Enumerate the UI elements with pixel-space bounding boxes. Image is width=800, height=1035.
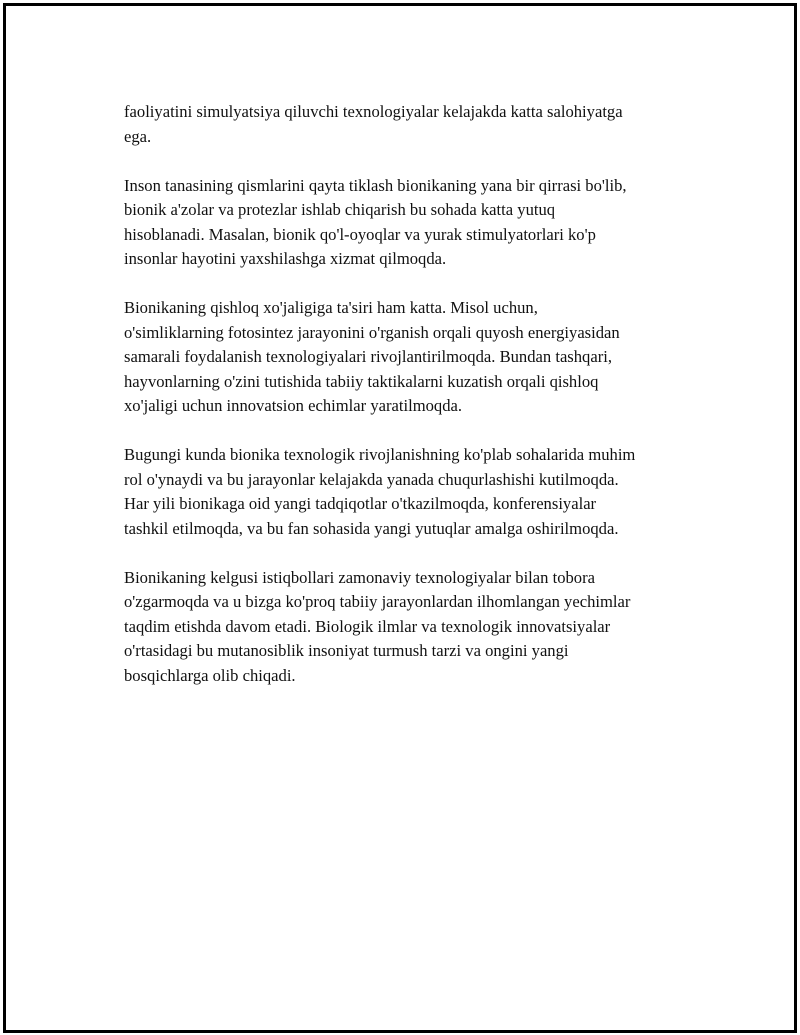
- text-line: Bionikaning kelgusi istiqbollari zamonaviy texnologiyalar bilan tobora: [124, 567, 595, 587]
- paragraph-3: [124, 296, 704, 419]
- text-line: tashkil etilmoqda, va bu fan sohasida yangi yutuqlar amalga oshirilmoqda.: [124, 518, 619, 538]
- text-line: Inson tanasining qismlarini qayta tiklash bionikaning yana bir qirrasi bo'lib,: [124, 175, 627, 195]
- text-line: ega.: [124, 126, 152, 146]
- document-body: [124, 100, 704, 688]
- paragraph-4: [124, 443, 704, 541]
- text-line: hayvonlarning o'zini tutishida tabiiy taktikalarni kuzatish orqali qishloq: [124, 371, 599, 391]
- text-line: hisoblanadi. Masalan, bionik qo'l-oyoqlar va yurak stimulyatorlari ko'p: [124, 224, 596, 244]
- text-line: o'rtasidagi bu mutanosiblik insoniyat turmush tarzi va ongini yangi: [124, 641, 569, 660]
- text-line: Har yili bionikaga oid yangi tadqiqotlar o'tkazilmoqda, konferensiyalar: [124, 494, 597, 513]
- paragraph-2: [124, 174, 704, 272]
- text-line: samarali foydalanish texnologiyalari rivojlantirilmoqda. Bundan tashqari,: [124, 347, 613, 366]
- text-line: insonlar hayotini yaxshilashga xizmat qilmoqda.: [124, 249, 447, 268]
- text-line: bionik a'zolar va protezlar ishlab chiqarish bu sohada katta yutuq: [124, 200, 556, 219]
- text-line: o'simliklarning fotosintez jarayonini o'rganish orqali quyosh energiyasidan: [124, 322, 620, 342]
- text-line: taqdim etishda davom etadi. Biologik ilmlar va texnologik innovatsiyalar: [124, 616, 611, 636]
- text-line: Bugungi kunda bionika texnologik rivojlanishning ko'plab sohalarida muhim: [124, 445, 636, 464]
- page-frame: [3, 3, 797, 1033]
- text-line: faoliyatini simulyatsiya qiluvchi texnologiyalar kelajakda katta salohiyatga: [124, 102, 623, 121]
- paragraph-1: [124, 100, 704, 149]
- text-line: bosqichlarga olib chiqadi.: [124, 665, 296, 685]
- text-line: Bionikaning qishloq xo'jaligiga ta'siri ham katta. Misol uchun,: [124, 298, 538, 317]
- text-line: rol o'ynaydi va bu jarayonlar kelajakda yanada chuqurlashishi kutilmoqda.: [124, 469, 619, 489]
- paragraph-5: [124, 566, 704, 689]
- text-line: xo'jaligi uchun innovatsion echimlar yaratilmoqda.: [124, 396, 463, 415]
- text-line: o'zgarmoqda va u bizga ko'proq tabiiy jarayonlardan ilhomlangan yechimlar: [124, 592, 631, 611]
